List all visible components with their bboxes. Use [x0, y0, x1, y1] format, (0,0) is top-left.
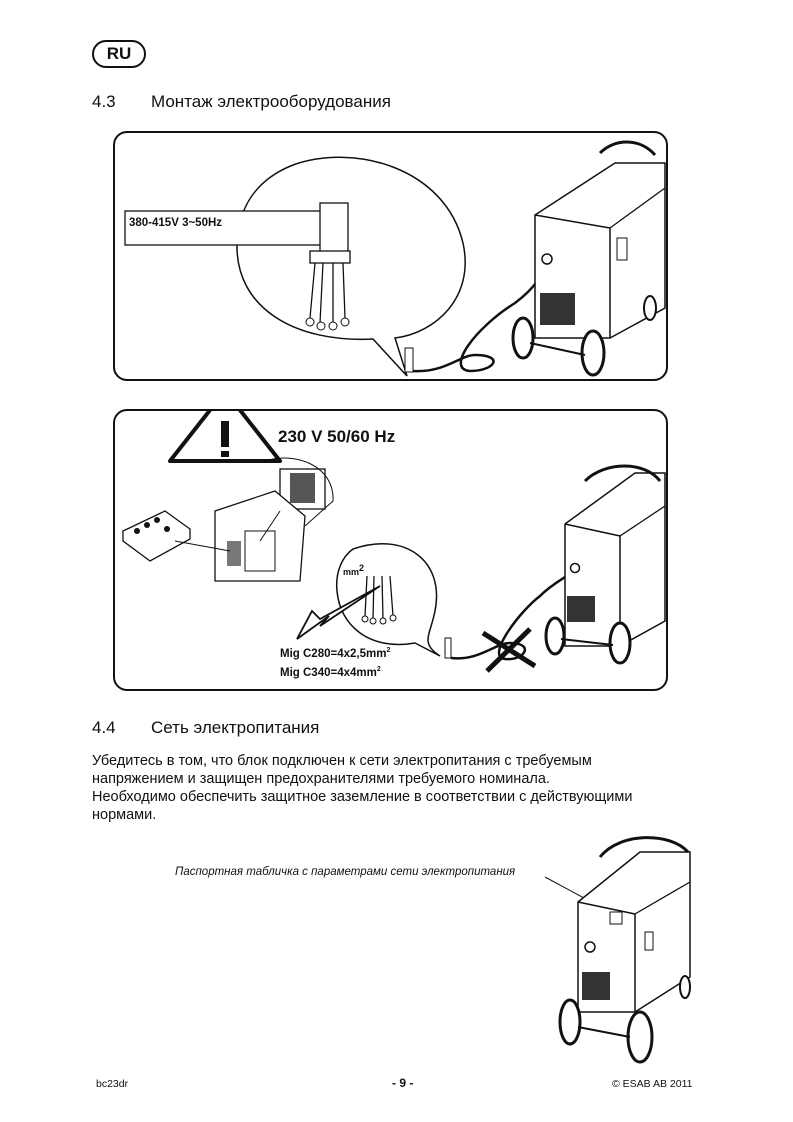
single-phase-voltage-label: 230 V 50/60 Hz	[278, 427, 396, 446]
paragraph-line: Убедитесь в том, что блок подключен к сети электропитания с требуемым	[92, 753, 592, 769]
section-4-3-number: 4.3	[92, 92, 116, 111]
cable-spec-c280-sup: 2	[386, 647, 391, 654]
document-code: bc23dr	[96, 1078, 129, 1090]
language-badge: RU	[92, 40, 146, 68]
paragraph-line: напряжением и защищен предохранителями требуемого номинала.	[92, 771, 550, 787]
unit-label-text: mm	[343, 567, 360, 577]
figure-three-phase-connection	[113, 131, 668, 381]
three-phase-illustration	[115, 133, 666, 379]
welding-machine-illustration	[540, 832, 700, 1072]
power-supply-paragraph	[92, 752, 742, 824]
unit-label-sup: 2	[359, 563, 365, 573]
cable-spec-c340	[280, 662, 390, 681]
cable-spec-list	[280, 643, 390, 681]
cable-spec-c340-sup: 2	[376, 665, 381, 673]
page-number: - 9 -	[392, 1076, 414, 1090]
cable-spec-c280-text: Mig C280=4x2,5mm	[280, 647, 387, 660]
cable-spec-c280	[280, 643, 390, 662]
rating-plate-caption: Паспортная табличка с параметрами сети электропитания	[175, 866, 516, 878]
section-4-4-title: Сеть электропитания	[151, 718, 320, 737]
cable-spec-c340-text: Mig C340=4x4mm	[280, 666, 377, 679]
section-4-4-number: 4.4	[92, 718, 116, 737]
paragraph-line: Необходимо обеспечить защитное заземление в соответствии с действующими	[92, 789, 633, 805]
section-4-3-title: Монтаж электрооборудования	[151, 92, 391, 111]
single-phase-illustration	[115, 411, 666, 689]
unit-label	[343, 563, 364, 577]
cable-voltage-label: 380-415V 3~50Hz	[129, 217, 223, 229]
paragraph-line: нормами.	[92, 807, 157, 823]
figure-single-phase-connection	[113, 409, 668, 691]
copyright-notice: © ESAB AB 2011	[612, 1078, 693, 1090]
